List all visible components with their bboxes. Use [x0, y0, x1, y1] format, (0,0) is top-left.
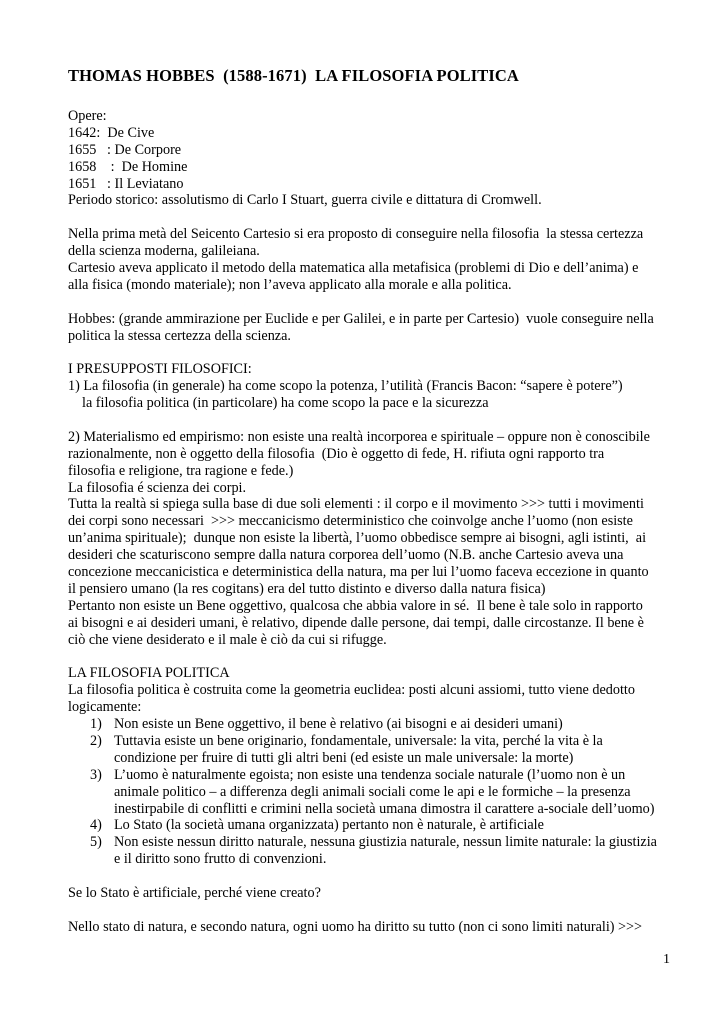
document-body — [68, 108, 678, 936]
paragraph-line: dei corpi sono necessari >>> meccanicismo deterministico che coinvolge anche l’uomo (non esiste — [68, 513, 633, 530]
paragraph-line: Pertanto non esiste un Bene oggettivo, qualcosa che abbia valore in sé. Il bene è tale solo in rapporto — [68, 597, 643, 614]
work-item: 1651 : Il Leviatano — [68, 175, 184, 192]
page-number: 1 — [663, 952, 670, 967]
item-line: L’uomo è naturalmente egoista; non esiste una tendenza sociale naturale (l’uomo non è un — [114, 766, 626, 783]
paragraph-line: un’anima spirituale); dunque non esiste la libertà, l’uomo obbedisce sempre ai bisogni, agli istinti, ai — [68, 530, 647, 547]
paragraph-line: Hobbes: (grande ammirazione per Euclide e per Galilei, e in parte per Cartesio) vuole conseguire nella — [68, 310, 654, 327]
paragraph-line: concezione meccanicistica e deterministica della natura, ma per lui l’uomo faceva eccezione in quanto — [68, 564, 649, 581]
item-line: Non esiste nessun diritto naturale, nessuna giustizia naturale, nessun limite naturale: la giustizia — [114, 834, 657, 851]
paragraph-line: della scienza moderna, galileiana. — [68, 243, 260, 260]
paragraph-line: ai bisogni e ai desideri umani, è relativo, dipende dalle persone, dai tempi, dalle circostanze. Il bene è — [68, 614, 644, 631]
section-heading: I PRESUPPOSTI FILOSOFICI: — [68, 361, 252, 378]
item-line: Tuttavia esiste un bene originario, fondamentale, universale: la vita, perché la vita è la — [114, 732, 603, 749]
paragraph-line: desideri che scaturiscono sempre dalla natura corporea dell’uomo (N.B. anche Cartesio aveva una — [68, 547, 624, 564]
item-line: inestirpabile di conflitti e crimini nella società umana dimostra il carattere a-sociale dell’uomo) — [114, 800, 655, 817]
paragraph-line: ciò che viene desiderato e il male è ciò da cui si rifugge. — [68, 631, 387, 648]
paragraph-line: Cartesio aveva applicato il metodo della matematica alla metafisica (problemi di Dio e dell’anima) e — [68, 260, 639, 277]
opere-heading: Opere: — [68, 108, 107, 124]
item-number: 1) — [90, 716, 102, 733]
paragraph-line: politica la stessa certezza della scienza. — [68, 327, 291, 344]
paragraph-line: Nella prima metà del Seicento Cartesio si era proposto di conseguire nella filosofia la stessa certezza — [68, 226, 644, 243]
periodo-storico: Periodo storico: assolutismo di Carlo I Stuart, guerra civile e dittatura di Cromwell. — [68, 192, 542, 209]
paragraph-line: La filosofia politica è costruita come la geometria euclidea: posti alcuni assiomi, tutto viene dedotto — [68, 682, 635, 699]
paragraph-line: alla fisica (mondo materiale); non l’aveva applicato alla morale e alla politica. — [68, 276, 512, 293]
paragraph-line: logicamente: — [68, 699, 142, 716]
item-line: condizione per fruire di tutti gli altri beni (ed esiste un male universale: la morte) — [114, 749, 574, 766]
numbered-item — [68, 817, 678, 834]
paragraph-line: il pensiero umano (la res cogitans) era del tutto distinto e diverso dalla natura fisica) — [68, 580, 546, 597]
item-line: animale politico – a differenza degli animali sociali come le api e le formiche – la presenza — [114, 783, 631, 800]
paragraph-line: 2) Materialismo ed empirismo: non esiste una realtà incorporea e spirituale – oppure non è conoscibile — [68, 428, 650, 445]
paragraph-line: La filosofia é scienza dei corpi. — [68, 479, 247, 496]
numbered-item — [68, 733, 678, 767]
question-line: Se lo Stato è artificiale, perché viene creato? — [68, 884, 321, 901]
paragraph-line: Nello stato di natura, e secondo natura, ogni uomo ha diritto su tutto (non ci sono limiti naturali) >>> — [68, 918, 643, 935]
work-item: 1642: De Cive — [68, 124, 155, 141]
item-number: 3) — [90, 766, 102, 783]
item-line: Non esiste un Bene oggettivo, il bene è relativo (ai bisogni e ai desideri umani) — [114, 716, 563, 733]
numbered-item — [68, 767, 678, 818]
section-heading: LA FILOSOFIA POLITICA — [68, 665, 230, 682]
item-number: 2) — [90, 732, 102, 749]
numbered-item — [68, 716, 678, 733]
item-number: 4) — [90, 817, 102, 834]
work-item: 1655 : De Corpore — [68, 141, 182, 158]
item-line: Lo Stato (la società umana organizzata) pertanto non è naturale, è artificiale — [114, 817, 544, 834]
paragraph-line: la filosofia politica (in particolare) ha come scopo la pace e la sicurezza — [82, 395, 489, 412]
item-number: 5) — [90, 834, 102, 851]
paragraph-line: Tutta la realtà si spiega sulla base di due soli elementi : il corpo e il movimento >>> tutti i movimenti — [68, 496, 644, 513]
document-title: THOMAS HOBBES (1588-1671) LA FILOSOFIA POLITICA — [68, 66, 519, 85]
paragraph-line: 1) La filosofia (in generale) ha come scopo la potenza, l’utilità (Francis Bacon: “sapere è potere”) — [68, 378, 623, 395]
paragraph-line: filosofia e religione, tra ragione e fede.) — [68, 462, 294, 479]
paragraph-line: razionalmente, non è oggetto della filosofia (Dio è oggetto di fede, H. rifiuta ogni rapporto tra — [68, 445, 605, 462]
work-item: 1658 : De Homine — [68, 158, 188, 175]
numbered-item — [68, 834, 678, 868]
item-line: e il diritto sono frutto di convenzioni. — [114, 851, 327, 868]
